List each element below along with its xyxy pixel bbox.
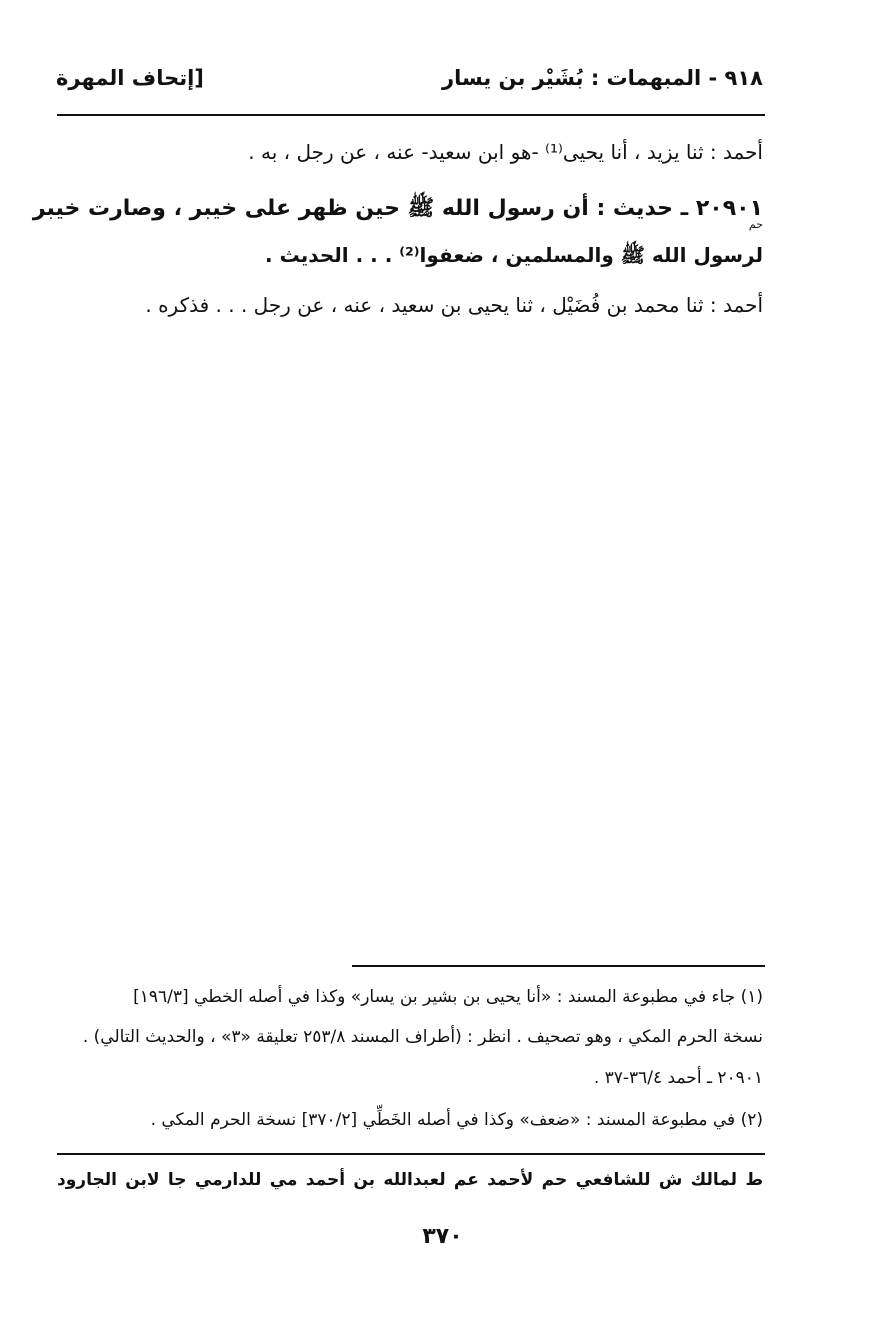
- footnote-hadith-ref: ٢٠٩٠١ ـ أحمد ٣٦/٤-٣٧ .: [593, 1068, 763, 1088]
- legend-rule: [57, 1153, 765, 1155]
- abbreviation-legend: ط لمالك ش للشافعي حم لأحمد عم لعبدالله بن أحمد مي للدارمي جا لابن الجارود: [57, 1170, 763, 1190]
- footnote-2: (٢) في مطبوعة المسند : «ضعف» وكذا في أصله الخَطِّي [٣٧٠/٢] نسخة الحرم المكي .: [150, 1110, 763, 1130]
- footnote-rule: [352, 965, 765, 967]
- hadith-line-1: ٢٠٩٠١ ـ حديث : أن رسول الله ﷺ حين ظهر على خيبر ، وصارت خيبر: [32, 196, 763, 221]
- body-line-1: أحمد : ثنا يزيد ، أنا يحيى⁽¹⁾ -هو ابن سعيد- عنه ، عن رجل ، به .: [248, 140, 763, 164]
- running-header-title: ٩١٨ - المبهمات : بُشَيْر بن يسار: [442, 66, 763, 90]
- footnote-1-line-2: نسخة الحرم المكي ، وهو تصحيف . انظر : (أطراف المسند ٢٥٣/٨ تعليقة «٣» ، والحديث التالي) .: [82, 1027, 763, 1047]
- body-line-4: أحمد : ثنا محمد بن فُضَيْل ، ثنا يحيى بن سعيد ، عنه ، عن رجل . . . فذكره .: [145, 293, 763, 317]
- hadith-source-mark: حم: [748, 218, 763, 231]
- footnote-1-line-1: (١) جاء في مطبوعة المسند : «أنا يحيى بن بشير بن يسار» وكذا في أصله الخطي [١٩٦/٣]: [133, 987, 763, 1007]
- header-rule: [57, 114, 765, 116]
- page-number: ٣٧٠: [422, 1224, 463, 1249]
- hadith-line-2: لرسول الله ﷺ والمسلمين ، ضعفوا⁽²⁾ . . . الحديث .: [265, 243, 763, 267]
- running-header-book: [إتحاف المهرة: [56, 66, 204, 90]
